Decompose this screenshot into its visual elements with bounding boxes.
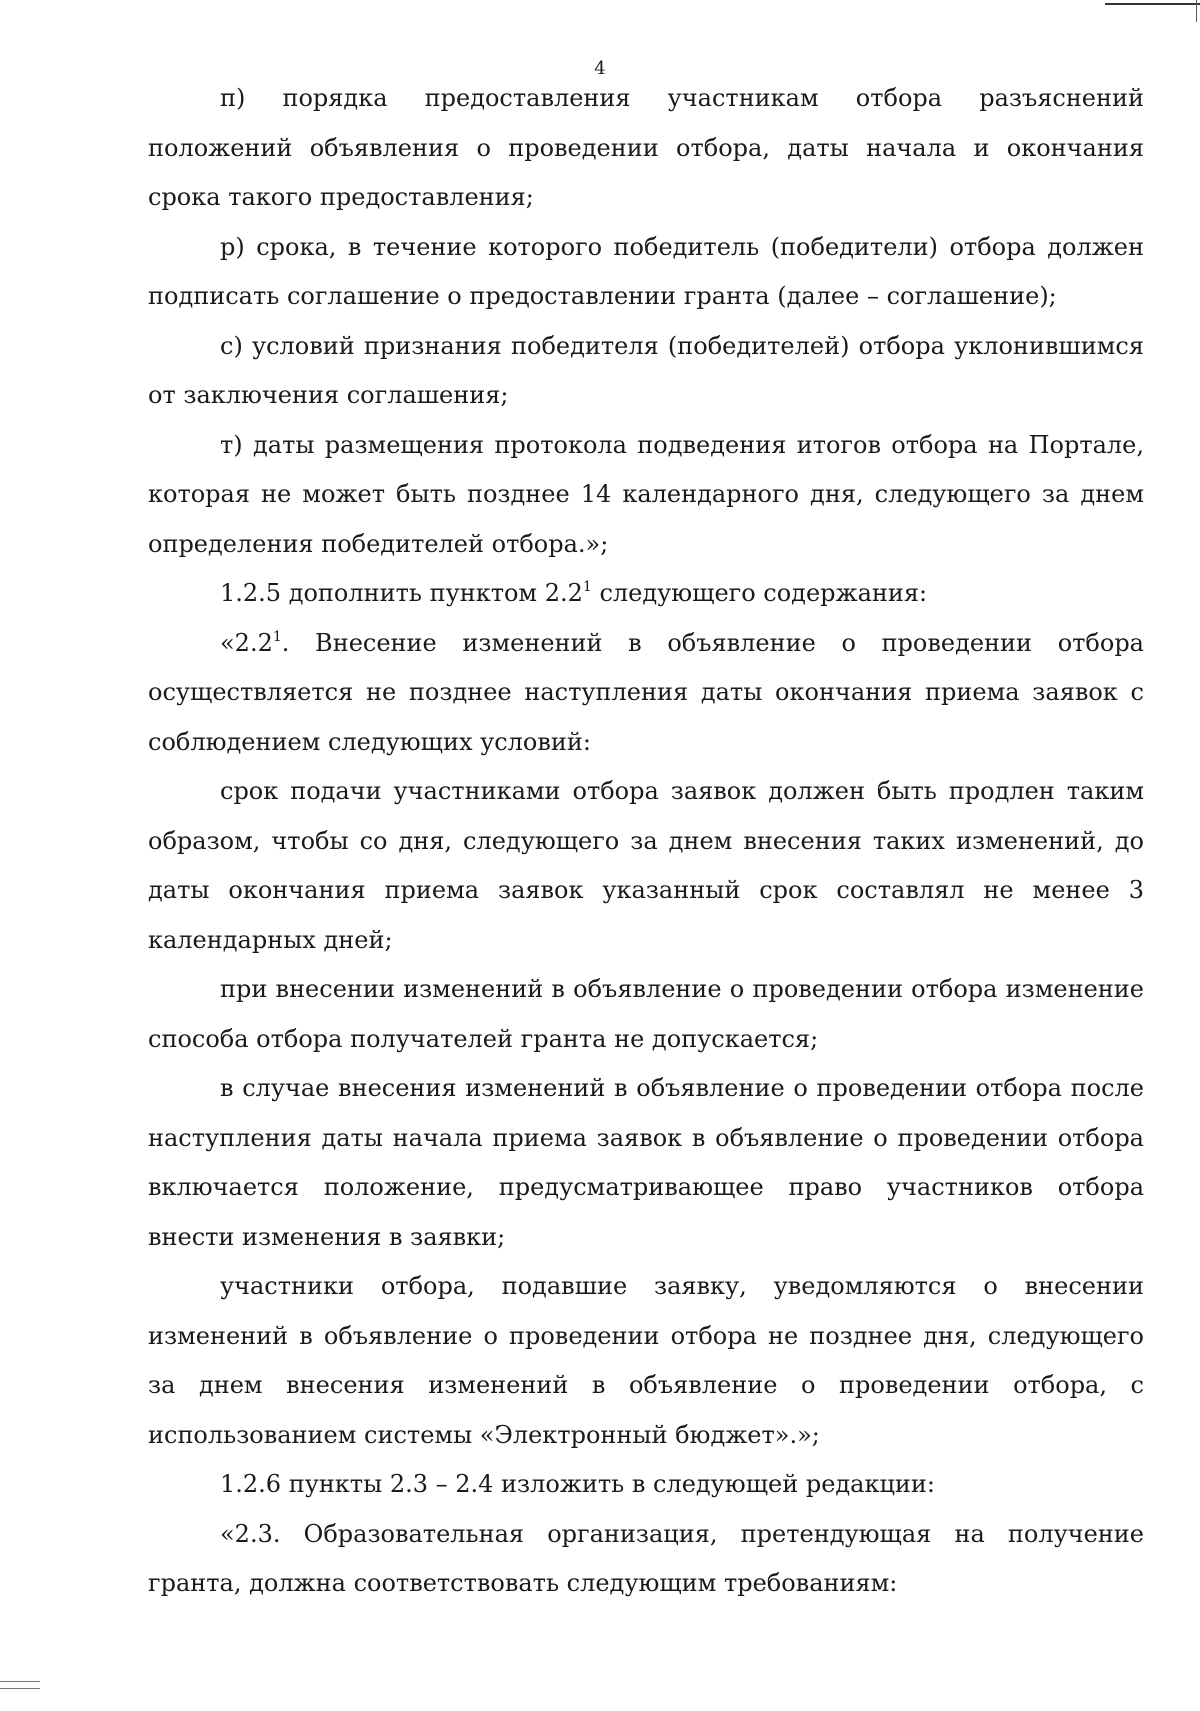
text-fragment: . Внесение изменений в объявление о проведении отбора осуществляется не позднее наступления даты окончания приема заявок с соблюдением следующих условий:: [148, 628, 1144, 756]
scan-edge-mark: [1196, 0, 1197, 22]
text-fragment: 1.2.5 дополнить пунктом 2.2: [220, 579, 583, 607]
paragraph-r: р) срока, в течение которого победитель (победители) отбора должен подписать соглашение о предоставлении гранта (далее – соглашение);: [148, 232, 1144, 310]
paragraph-amend-applications: в случае внесения изменений в объявление о проведении отбора после наступления даты начала приема заявок в объявление о проведении отбора включается положение, предусматривающее право участников отбора внести изменения в заявки;: [148, 1074, 1144, 1251]
paragraph-t: т) даты размещения протокола подведения итогов отбора на Портале, которая не может быть позднее 14 календарного дня, следующего за днем определения победителей отбора.»;: [148, 430, 1144, 558]
paragraph-2-3: «2.3. Образовательная организация, претендующая на получение гранта, должна соответствовать следующим требованиям:: [148, 1519, 1144, 1597]
text-fragment: следующего содержания:: [591, 579, 928, 607]
paragraph-p: п) порядка предоставления участникам отбора разъяснений положений объявления о проведении отбора, даты начала и окончания срока такого предоставления;: [148, 84, 1144, 211]
paragraph-deadline-extension: срок подачи участниками отбора заявок должен быть продлен таким образом, чтобы со дня, следующего за днем внесения таких изменений, до даты окончания приема заявок указанный срок составлял не менее 3 календарных дней;: [148, 777, 1144, 954]
text-fragment: «2.2: [220, 628, 273, 657]
scan-edge-mark-bottom: [0, 1681, 40, 1689]
scan-edge-line: [1105, 3, 1200, 5]
page-number: 4: [594, 58, 606, 79]
superscript: 1: [272, 628, 282, 645]
document-body: [148, 74, 1144, 1609]
paragraph-2-2-1: [148, 619, 1144, 768]
paragraph-method-unchanged: при внесении изменений в объявление о проведении отбора изменение способа отбора получателей гранта не допускается;: [148, 975, 1144, 1053]
paragraph-1-2-5: [148, 569, 1144, 619]
superscript: 1: [582, 579, 592, 595]
paragraph-notification: участники отбора, подавшие заявку, уведомляются о внесении изменений в объявление о проведении отбора не позднее дня, следующего за днем внесения изменений в объявление о проведении отбора, с использованием системы «Электронный бюджет».»;: [148, 1272, 1144, 1449]
paragraph-s: с) условий признания победителя (победителей) отбора уклонившимся от заключения соглашения;: [148, 331, 1144, 409]
paragraph-1-2-6: 1.2.6 пункты 2.3 – 2.4 изложить в следующей редакции:: [220, 1470, 935, 1498]
